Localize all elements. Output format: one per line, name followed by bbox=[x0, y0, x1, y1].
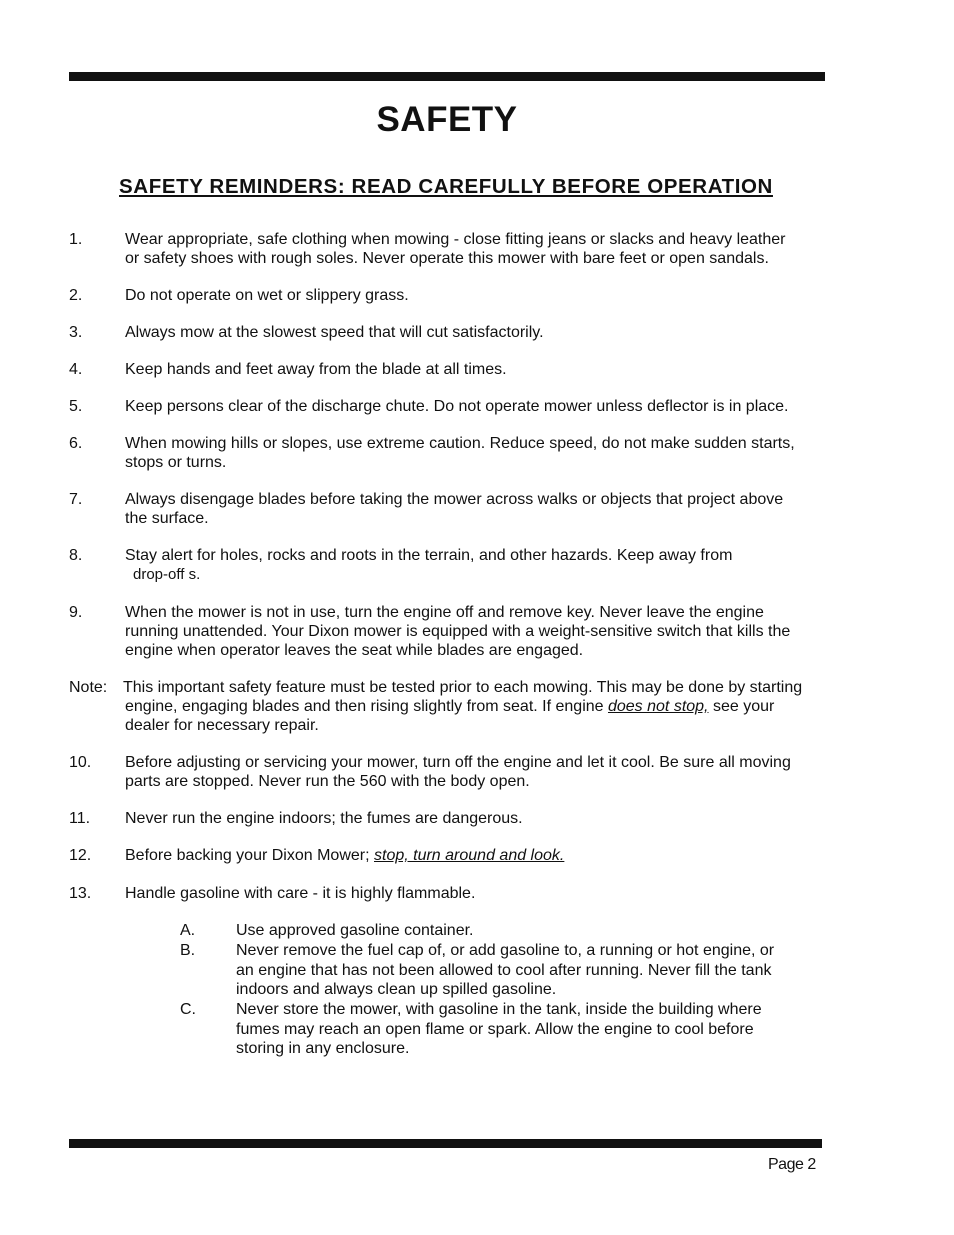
item-line: parts are stopped. Never run the 560 with the body open. bbox=[125, 773, 530, 790]
sub-item-line: an engine that has not been allowed to cool after running. Never fill the tank bbox=[236, 961, 772, 979]
top-rule bbox=[69, 72, 825, 81]
item-line: running unattended. Your Dixon mower is equipped with a weight-sensitive switch that kills the bbox=[125, 623, 791, 640]
note-line: engine, engaging blades and then rising slightly from seat. If engine bbox=[125, 698, 608, 715]
item-line: Before adjusting or servicing your mower, turn off the engine and let it cool. Be sure all moving bbox=[125, 754, 791, 771]
item-line: stops or turns. bbox=[125, 454, 227, 471]
item-line: When mowing hills or slopes, use extreme caution. Reduce speed, do not make sudden starts, bbox=[125, 435, 795, 452]
item-number: 4. bbox=[69, 361, 83, 378]
sub-item-line: fumes may reach an open flame or spark. Allow the engine to cool before bbox=[236, 1020, 754, 1038]
item-line: Always disengage blades before taking the mower across walks or objects that project above bbox=[125, 491, 784, 508]
page-number: Page 2 bbox=[768, 1156, 816, 1173]
item-number: 7. bbox=[69, 491, 83, 508]
item-emphasis: stop, turn around and look. bbox=[374, 847, 565, 864]
item-number: 2. bbox=[69, 287, 83, 304]
item-line: Stay alert for holes, rocks and roots in the terrain, and other hazards. Keep away from bbox=[125, 547, 733, 564]
item-line: engine when operator leaves the seat while blades are engaged. bbox=[125, 642, 584, 659]
item-line: Always mow at the slowest speed that will cut satisfactorily. bbox=[125, 324, 544, 341]
sub-item-line: Never remove the fuel cap of, or add gasoline to, a running or hot engine, or bbox=[236, 942, 775, 959]
sub-item-letter: B. bbox=[180, 942, 196, 959]
note-line: see your bbox=[708, 698, 775, 715]
item-line: Keep hands and feet away from the blade at all times. bbox=[125, 361, 507, 378]
item-line: Keep persons clear of the discharge chute. Do not operate mower unless deflector is in place. bbox=[125, 398, 789, 415]
item-line: Do not operate on wet or slippery grass. bbox=[125, 287, 409, 304]
item-number: 10. bbox=[69, 754, 92, 771]
item-line: Never run the engine indoors; the fumes are dangerous. bbox=[125, 810, 523, 827]
page-title: SAFETY bbox=[376, 100, 518, 139]
item-number: 13. bbox=[69, 885, 92, 902]
item-line: the surface. bbox=[125, 510, 209, 527]
note-emphasis: does not stop, bbox=[607, 698, 709, 715]
item-line: When the mower is not in use, turn the engine off and remove key. Never leave the engine bbox=[125, 604, 764, 621]
item-number: 9. bbox=[69, 604, 83, 621]
item-number: 5. bbox=[69, 398, 83, 415]
bottom-rule bbox=[69, 1139, 822, 1148]
item-line: Handle gasoline with care - it is highly flammable. bbox=[125, 885, 476, 902]
item-line: Before backing your Dixon Mower; bbox=[125, 847, 374, 864]
sub-item-line: Never store the mower, with gasoline in the tank, inside the building where bbox=[236, 1001, 762, 1018]
sub-item-line: storing in any enclosure. bbox=[236, 1040, 410, 1057]
item-line: Wear appropriate, safe clothing when mowing - close fitting jeans or slacks and heavy leather bbox=[125, 231, 786, 248]
note-line: This important safety feature must be tested prior to each mowing. This may be done by starting bbox=[123, 679, 803, 696]
note-label: Note: bbox=[69, 679, 108, 696]
item-number: 1. bbox=[69, 231, 83, 248]
sub-item-letter: A. bbox=[180, 922, 196, 939]
item-number: 12. bbox=[69, 847, 92, 864]
note-line: dealer for necessary repair. bbox=[125, 717, 319, 734]
section-subtitle: SAFETY REMINDERS: READ CAREFULLY BEFORE OPERATION bbox=[119, 175, 773, 198]
item-number: 11. bbox=[69, 810, 91, 827]
item-number: 6. bbox=[69, 435, 83, 452]
sub-item-letter: C. bbox=[180, 1001, 196, 1018]
item-number: 8. bbox=[69, 547, 83, 564]
item-number: 3. bbox=[69, 324, 83, 341]
item-line: drop-off s. bbox=[133, 566, 201, 583]
sub-item-line: Use approved gasoline container. bbox=[236, 922, 474, 939]
item-line: or safety shoes with rough soles. Never operate this mower with bare feet or open sandals. bbox=[125, 250, 769, 267]
sub-item-line: indoors and always clean up spilled gasoline. bbox=[236, 981, 557, 998]
safety-note bbox=[69, 678, 803, 734]
